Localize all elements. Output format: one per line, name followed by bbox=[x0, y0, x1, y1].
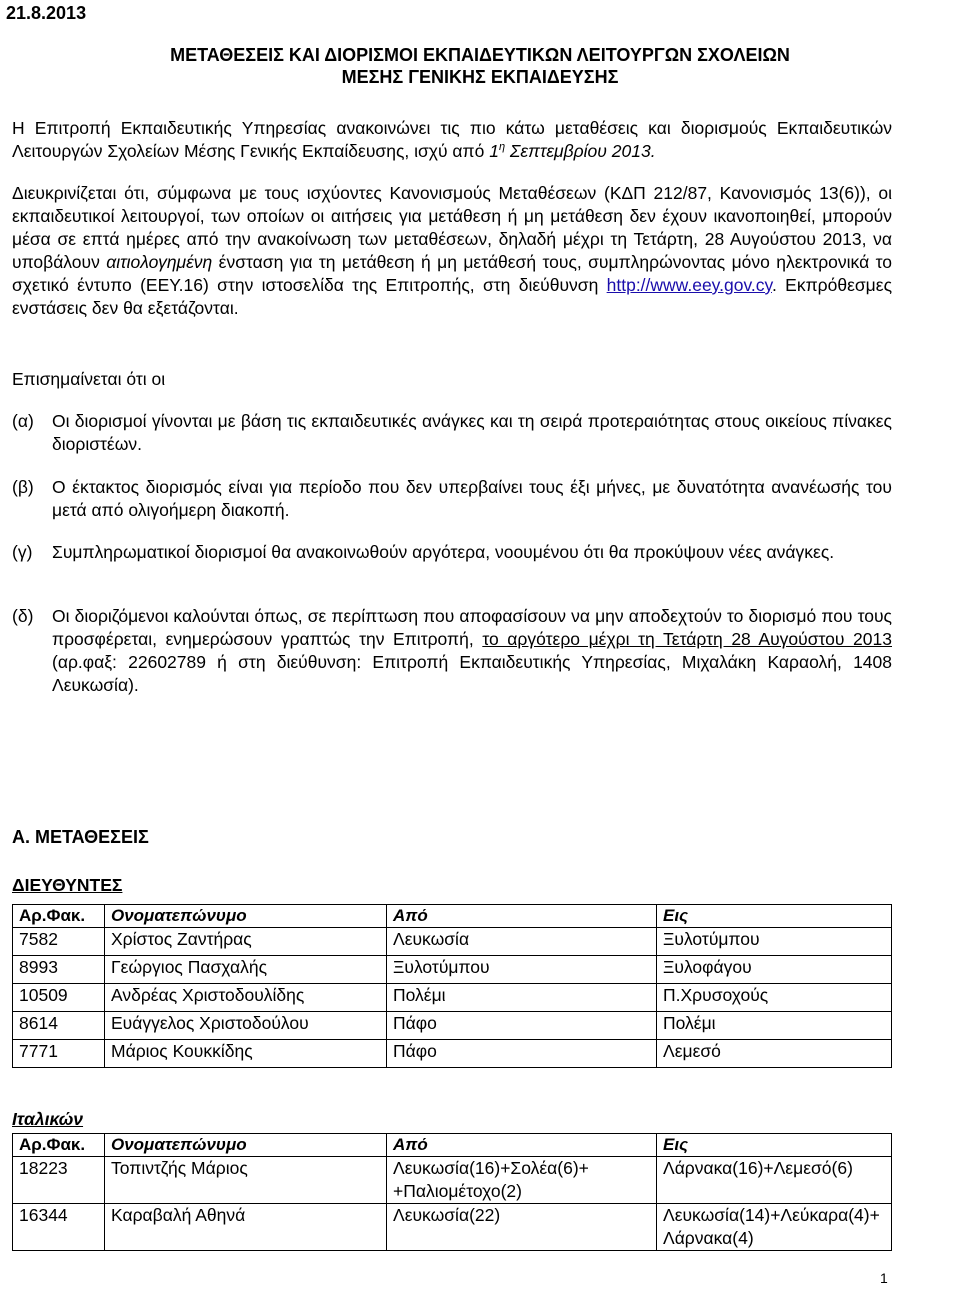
title-line-1: ΜΕΤΑΘΕΣΕΙΣ ΚΑΙ ΔΙΟΡΙΣΜΟΙ ΕΚΠΑΙΔΕΥΤΙΚΩΝ ΛΕΙΤΟΥΡΓΩΝ ΣΧΟΛΕΙΩΝ bbox=[170, 45, 790, 65]
intro-paragraph-2 bbox=[12, 182, 892, 320]
intro-text: Η Επιτροπή Εκπαιδευτικής Υπηρεσίας ανακοινώνει τις πιο κάτω μεταθέσεις και διορισμούς Εκπαιδευτικών Λειτουργών Σχολείων Μέσης Γενικής Εκπαίδευσης, ισχύ από bbox=[12, 118, 892, 161]
list-item-label: (β) bbox=[12, 477, 34, 497]
cell-name: Τοπιντζής Μάριος bbox=[105, 1157, 387, 1204]
table-header-row bbox=[13, 905, 892, 928]
cell-file-no: 7582 bbox=[13, 928, 105, 956]
section-a-heading: Α. ΜΕΤΑΘΕΣΕΙΣ bbox=[12, 827, 149, 847]
cell-file-no: 8614 bbox=[13, 1012, 105, 1040]
effective-date-month: Σεπτεμβρίου 2013. bbox=[505, 141, 656, 161]
cell-to: Ξυλοφάγου bbox=[657, 956, 892, 984]
eey-website-link[interactable]: http://www.eey.gov.cy bbox=[606, 275, 772, 295]
col-header-to: Εις bbox=[657, 1134, 892, 1157]
cell-name: Γεώργιος Πασχαλής bbox=[105, 956, 387, 984]
table-row bbox=[13, 984, 892, 1012]
directors-heading: ΔΙΕΥΘΥΝΤΕΣ bbox=[12, 875, 123, 895]
objection-italic: αιτιολογημένη bbox=[106, 252, 213, 272]
cell-file-no: 10509 bbox=[13, 984, 105, 1012]
table-row bbox=[13, 1012, 892, 1040]
cell-from: Πάφο bbox=[387, 1040, 657, 1068]
list-item-text bbox=[52, 605, 892, 697]
list-item-text: Οι διορισμοί γίνονται με βάση τις εκπαιδευτικές ανάγκες και τη σειρά προτεραιότητας στους οικείους πίνακες διοριστέων. bbox=[52, 411, 892, 454]
list-item-text-a: Οι διοριζόμενοι καλούνται όπως, σε περίπτωση που αποφασίσουν να μην αποδεχτούν το διορισμό που τους προσφέρεται, ενημερώσουν γραπτώς την Επιτροπή, bbox=[52, 606, 892, 649]
cell-to: Π.Χρυσοχούς bbox=[657, 984, 892, 1012]
cell-file-no: 8993 bbox=[13, 956, 105, 984]
cell-from: Πολέμι bbox=[387, 984, 657, 1012]
list-item-text: Συμπληρωματικοί διορισμοί θα ανακοινωθούν αργότερα, νοουμένου ότι θα προκύψουν νέες ανάγκες. bbox=[52, 542, 835, 562]
col-header-name: Ονοματεπώνυμο bbox=[105, 905, 387, 928]
list-item bbox=[12, 410, 892, 456]
list-item-label: (δ) bbox=[12, 606, 34, 626]
page-number: 1 bbox=[880, 1270, 888, 1286]
cell-name: Χρίστος Ζαντήρας bbox=[105, 928, 387, 956]
cell-from: Ξυλοτύμπου bbox=[387, 956, 657, 984]
cell-to: Λάρνακα(16)+Λεμεσό(6) bbox=[657, 1157, 892, 1204]
col-header-name: Ονοματεπώνυμο bbox=[105, 1134, 387, 1157]
cell-to: Πολέμι bbox=[657, 1012, 892, 1040]
cell-to: Λεμεσό bbox=[657, 1040, 892, 1068]
cell-from: Λευκωσία(16)+Σολέα(6)+ +Παλιομέτοχο(2) bbox=[387, 1157, 657, 1204]
objection-text-b: ένσταση για τη μετάθεση ή μη μετάθεσή τους, συμπληρώνοντας μόνο ηλεκτρονικά το σχετικό έντυπο (ΕΕΥ.16) στην ιστοσελίδα της Επιτροπής, στη διεύθυνση bbox=[12, 252, 892, 295]
table-row bbox=[13, 928, 892, 956]
cell-from: Λευκωσία(22) bbox=[387, 1204, 657, 1251]
cell-file-no: 7771 bbox=[13, 1040, 105, 1068]
table-row bbox=[13, 1204, 892, 1251]
cell-to: Ξυλοτύμπου bbox=[657, 928, 892, 956]
italian-table bbox=[12, 1133, 892, 1251]
cell-to: Λευκωσία(14)+Λεύκαρα(4)+ Λάρνακα(4) bbox=[657, 1204, 892, 1251]
table-row bbox=[13, 956, 892, 984]
objection-text-c: . Εκπρόθεσμες ενστάσεις δεν θα εξετάζονται. bbox=[12, 275, 892, 318]
list-item-label: (α) bbox=[12, 411, 34, 431]
table-row bbox=[13, 1040, 892, 1068]
cell-file-no: 16344 bbox=[13, 1204, 105, 1251]
col-header-file-no: Αρ.Φακ. bbox=[13, 1134, 105, 1157]
list-item-label: (γ) bbox=[12, 542, 33, 562]
italian-heading: Ιταλικών bbox=[12, 1109, 84, 1129]
intro-paragraph-1 bbox=[12, 117, 892, 163]
list-item-text: Ο έκτακτος διορισμός είναι για περίοδο που δεν υπερβαίνει τους έξι μήνες, με δυνατότητα ανανέωσής του μετά από ολιγοήμερη διακοπή. bbox=[52, 477, 892, 520]
cell-name: Ανδρέας Χριστοδουλίδης bbox=[105, 984, 387, 1012]
effective-date-day: 1 bbox=[489, 141, 499, 161]
effective-date-sup: η bbox=[498, 141, 506, 154]
cell-name: Μάριος Κουκκίδης bbox=[105, 1040, 387, 1068]
directors-table bbox=[12, 904, 892, 1068]
document-title bbox=[0, 44, 960, 88]
objection-text-a: Διευκρινίζεται ότι, σύμφωνα με τους ισχύοντες Κανονισμούς Μεταθέσεων (ΚΔΠ 212/87, Κανονισμός 13(6)), οι εκπαιδευτικοί λειτουργοί, των οποίων οι αιτήσεις για μετάθεση ή μη μετάθεση δεν έχουν ικανοποιηθεί, μπορούν μέσα σε επτά ημέρες από την ανακοίνωση των μεταθέσεων, δηλαδή μέχρι τη Τετάρτη, 28 Αυγούστου 2013, να υποβάλουν bbox=[12, 183, 892, 272]
cell-file-no: 18223 bbox=[13, 1157, 105, 1204]
cell-name: Καραβαλή Αθηνά bbox=[105, 1204, 387, 1251]
deadline-underlined: το αργότερο μέχρι τη Τετάρτη 28 Αυγούστου 2013 bbox=[482, 629, 892, 649]
col-header-from: Από bbox=[387, 905, 657, 928]
list-item-text-b: (αρ.φαξ: 22602789 ή στη διεύθυνση: Επιτροπή Εκπαιδευτικής Υπηρεσίας, Μιχαλάκη Καραολή, 1408 Λευκωσία). bbox=[52, 652, 892, 695]
table-row bbox=[13, 1157, 892, 1204]
list-item bbox=[12, 605, 892, 697]
col-header-from: Από bbox=[387, 1134, 657, 1157]
list-item bbox=[12, 476, 892, 522]
intro-paragraph-3: Επισημαίνεται ότι οι bbox=[12, 369, 166, 389]
cell-name: Ευάγγελος Χριστοδούλου bbox=[105, 1012, 387, 1040]
document-date: 21.8.2013 bbox=[6, 3, 87, 23]
cell-from: Λευκωσία bbox=[387, 928, 657, 956]
table-header-row bbox=[13, 1134, 892, 1157]
title-line-2: ΜΕΣΗΣ ΓΕΝΙΚΗΣ ΕΚΠΑΙΔΕΥΣΗΣ bbox=[341, 67, 619, 87]
col-header-file-no: Αρ.Φακ. bbox=[13, 905, 105, 928]
col-header-to: Εις bbox=[657, 905, 892, 928]
cell-from: Πάφο bbox=[387, 1012, 657, 1040]
list-item bbox=[12, 541, 892, 564]
